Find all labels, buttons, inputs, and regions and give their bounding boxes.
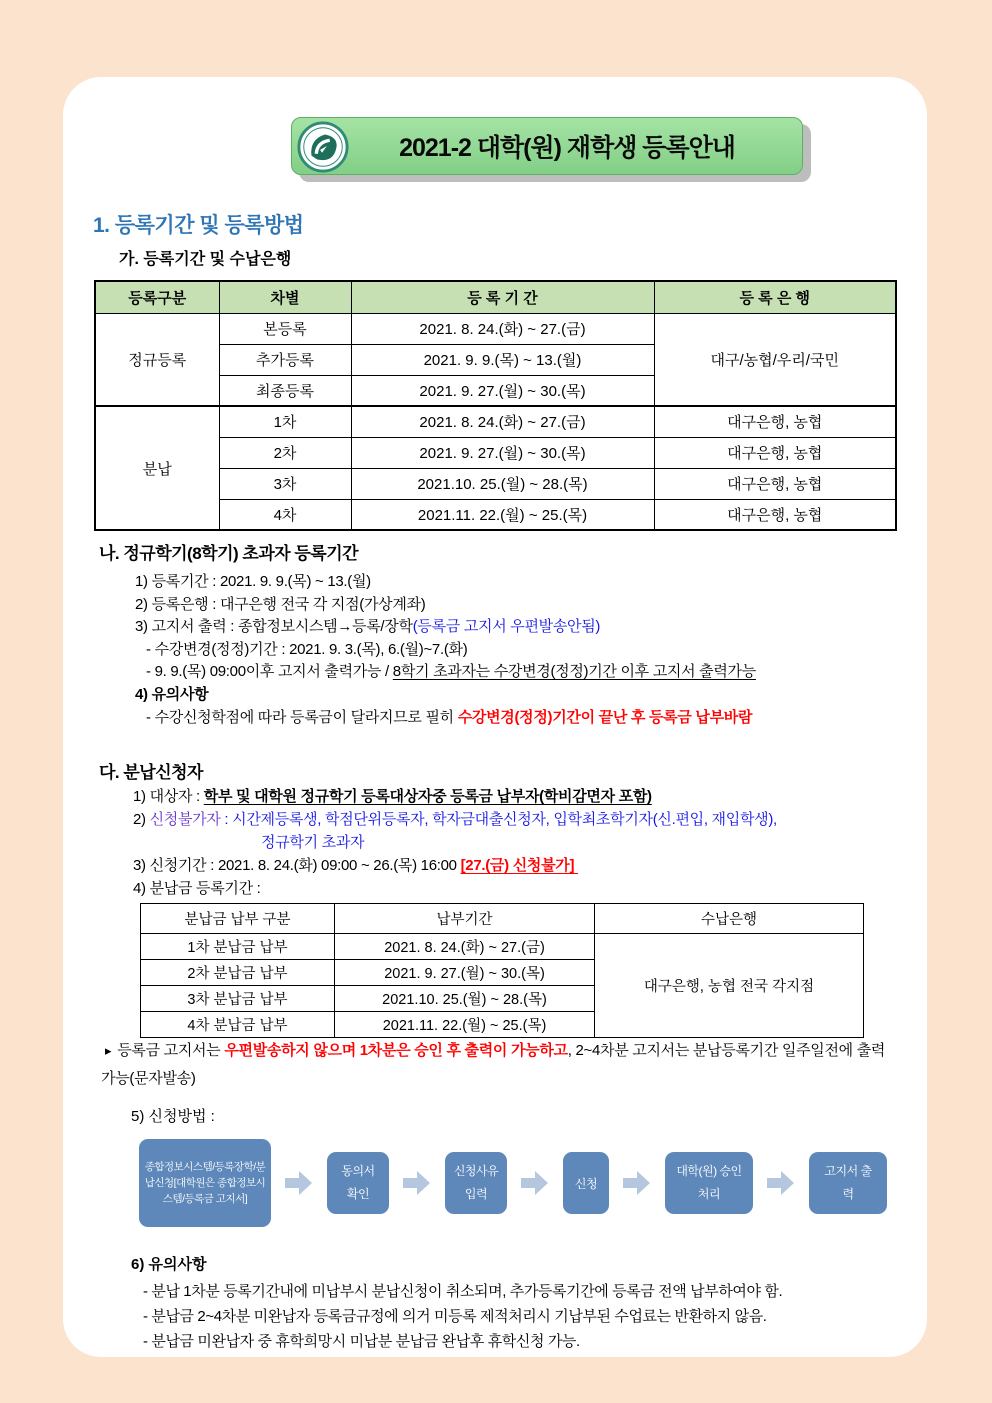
group-label: 분납 — [95, 406, 219, 530]
flow-step-print: 고지서 출력 — [809, 1152, 887, 1214]
table-row — [95, 406, 896, 437]
period-cell: 2021.11. 22.(월) ~ 25.(목) — [351, 499, 654, 530]
page-title: 2021-2 대학(원) 재학생 등록안내 — [399, 134, 735, 162]
arrow-right-icon — [621, 1170, 653, 1196]
flow-step-apply: 신청 — [563, 1152, 609, 1214]
list-item: 1) 등록기간 : 2021. 9. 9.(목) ~ 13.(월) — [135, 573, 371, 590]
list-subitem: - 수강변경(정정)기간 : 2021. 9. 3.(목), 6.(월)~7.(화) — [146, 640, 468, 658]
period-cell: 2021.10. 25.(월) ~ 28.(목) — [351, 468, 654, 499]
text-black: - 수강신청학점에 따라 등록금이 달라지므로 필히 — [146, 708, 458, 726]
bank-cell: 대구은행, 농협 — [654, 499, 896, 530]
bank-cell: 대구은행, 농협 전국 각지점 — [595, 934, 864, 1038]
text-black: 3) 신청기간 : 2021. 8. 24.(화) 09:00 ~ 26.(목) 16:00 — [133, 857, 461, 874]
subsection-ga-heading: 가. 등록기간 및 수납은행 — [119, 251, 292, 268]
text-red: 우편발송하지 않으며 1차분은 승인 후 출력이 가능하고 — [224, 1042, 568, 1059]
installment-payment-table — [140, 903, 864, 1038]
table-header-row — [141, 904, 864, 934]
period-cell: 2021. 8. 24.(화) ~ 27.(금) — [351, 313, 654, 344]
text-blue: (등록금 고지서 우편발송안됨) — [412, 618, 601, 636]
section-1-heading: 1. 등록기간 및 등록방법 — [93, 214, 304, 237]
invoice-note — [101, 1037, 901, 1093]
bank-cell: 대구은행, 농협 — [654, 406, 896, 437]
text-purple: 신청불가자 — [149, 811, 221, 828]
round-cell: 4차 분납금 납부 — [141, 1012, 335, 1038]
period-cell: 2021. 8. 24.(화) ~ 27.(금) — [335, 934, 595, 960]
group-label: 정규등록 — [95, 313, 219, 406]
text-red: 수강변경(정정)기간이 끝난 후 등록금 납부바람 — [457, 708, 753, 726]
round-cell: 3차 분납금 납부 — [141, 986, 335, 1012]
period-cell: 2021.11. 22.(월) ~ 25.(목) — [335, 1012, 595, 1038]
subsection-da-list — [133, 785, 923, 900]
text-black: 등록금 고지서는 — [117, 1042, 225, 1059]
arrow-right-icon — [765, 1170, 797, 1196]
text-black: , 2~4차분 고지서는 분납등록기간 일주일전에 출력 가능(문자발송) — [101, 1042, 889, 1087]
apply-method-heading: 5) 신청방법 : — [131, 1108, 215, 1125]
round-cell: 1차 분납금 납부 — [141, 934, 335, 960]
bank-cell: 대구/농협/우리/국민 — [654, 313, 896, 406]
list-item — [133, 785, 923, 808]
period-cell: 2021. 9. 27.(월) ~ 30.(목) — [335, 960, 595, 986]
list-item — [133, 854, 923, 877]
col-header: 등 록 기 간 — [351, 281, 654, 313]
period-cell: 2021. 8. 24.(화) ~ 27.(금) — [351, 406, 654, 437]
flow-step-portal: 종합정보시스템/등록장학/분납신청[대학원은 종합정보시스템/등록금 고지서] — [139, 1139, 271, 1227]
col-header: 수납은행 — [595, 904, 864, 934]
list-item-continued: 정규학기 초과자 — [261, 834, 365, 851]
col-header: 등록구분 — [95, 281, 219, 313]
flow-step-consent: 동의서 확인 — [327, 1152, 389, 1214]
text-red-underlined: [27.(금) 신청불가] — [460, 857, 579, 874]
document-sheet — [63, 77, 927, 1357]
flow-step-approval: 대학(원) 승인처리 — [665, 1152, 753, 1214]
col-header: 납부기간 — [335, 904, 595, 934]
round-cell: 본등록 — [219, 313, 351, 344]
round-cell: 2차 — [219, 437, 351, 468]
list-item: 4) 유의사항 — [135, 685, 209, 703]
subsection-da-heading: 다. 분납신청자 — [99, 763, 203, 782]
col-header: 차별 — [219, 281, 351, 313]
university-seal-icon — [297, 121, 349, 178]
list-item: 4) 분납금 등록기간 : — [133, 880, 261, 897]
text-black: 1) 대상자 : — [133, 788, 204, 805]
round-cell: 최종등록 — [219, 375, 351, 406]
caution-heading: 6) 유의사항 — [131, 1256, 207, 1273]
table-header-row — [95, 281, 896, 313]
arrow-right-icon — [283, 1170, 315, 1196]
bank-cell: 대구은행, 농협 — [654, 468, 896, 499]
col-header: 등 록 은 행 — [654, 281, 896, 313]
table-row — [95, 313, 896, 344]
arrow-right-icon — [401, 1170, 433, 1196]
list-item: 2) 등록은행 : 대구은행 전국 각 지점(가상계좌) — [135, 595, 426, 613]
text-bold-underlined: 학부 및 대학원 정규학기 등록대상자중 등록금 납부자(학비감면자 포함) — [203, 788, 652, 805]
list-item: - 분납 1차분 등록기간내에 미납부시 분납신청이 취소되며, 추가등록기간에 등록금 전액 납부하여야 함. — [143, 1283, 783, 1300]
list-item — [135, 616, 905, 639]
triangle-bullet-icon: ▸ — [105, 1043, 112, 1058]
registration-period-table — [94, 280, 897, 531]
period-cell: 2021. 9. 27.(월) ~ 30.(목) — [351, 437, 654, 468]
list-item: - 분납금 미완납자 중 휴학희망시 미납분 분납금 완납후 휴학신청 가능. — [143, 1333, 580, 1350]
flow-step-reason: 신청사유 입력 — [445, 1152, 507, 1214]
arrow-right-icon — [519, 1170, 551, 1196]
list-item — [133, 808, 923, 831]
text-black: - 9. 9.(목) 09:00이후 고지서 출력가능 / — [146, 663, 393, 681]
round-cell: 1차 — [219, 406, 351, 437]
bank-cell: 대구은행, 농협 — [654, 437, 896, 468]
text-black: 2) — [133, 811, 150, 828]
text-underlined: 8학기 초과자는 수강변경(정정)기간 이후 고지서 출력가능 — [392, 663, 756, 681]
list-subitem — [135, 661, 905, 684]
round-cell: 4차 — [219, 499, 351, 530]
text-black: 3) 고지서 출력 : 종합정보시스템→등록/장학 — [135, 618, 413, 636]
col-header: 분납금 납부 구분 — [141, 904, 335, 934]
application-flow-diagram — [139, 1135, 887, 1231]
period-cell: 2021. 9. 9.(목) ~ 13.(월) — [351, 344, 654, 375]
list-item: - 분납금 2~4차분 미완납자 등록금규정에 의거 미등록 제적처리시 기납부된 수업료는 반환하지 않음. — [143, 1308, 767, 1325]
round-cell: 추가등록 — [219, 344, 351, 375]
caution-list — [143, 1279, 933, 1354]
list-subitem — [135, 707, 905, 730]
period-cell: 2021. 9. 27.(월) ~ 30.(목) — [351, 375, 654, 406]
subsection-na-list — [135, 571, 905, 729]
title-banner — [291, 117, 803, 175]
round-cell: 2차 분납금 납부 — [141, 960, 335, 986]
period-cell: 2021.10. 25.(월) ~ 28.(목) — [335, 986, 595, 1012]
table-row — [141, 934, 864, 960]
text-blue: : 시간제등록생, 학점단위등록자, 학자금대출신청자, 입학최초학기자(신.편입, 재입학생), — [220, 811, 777, 828]
round-cell: 3차 — [219, 468, 351, 499]
subsection-na-heading: 나. 정규학기(8학기) 초과자 등록기간 — [99, 544, 359, 563]
